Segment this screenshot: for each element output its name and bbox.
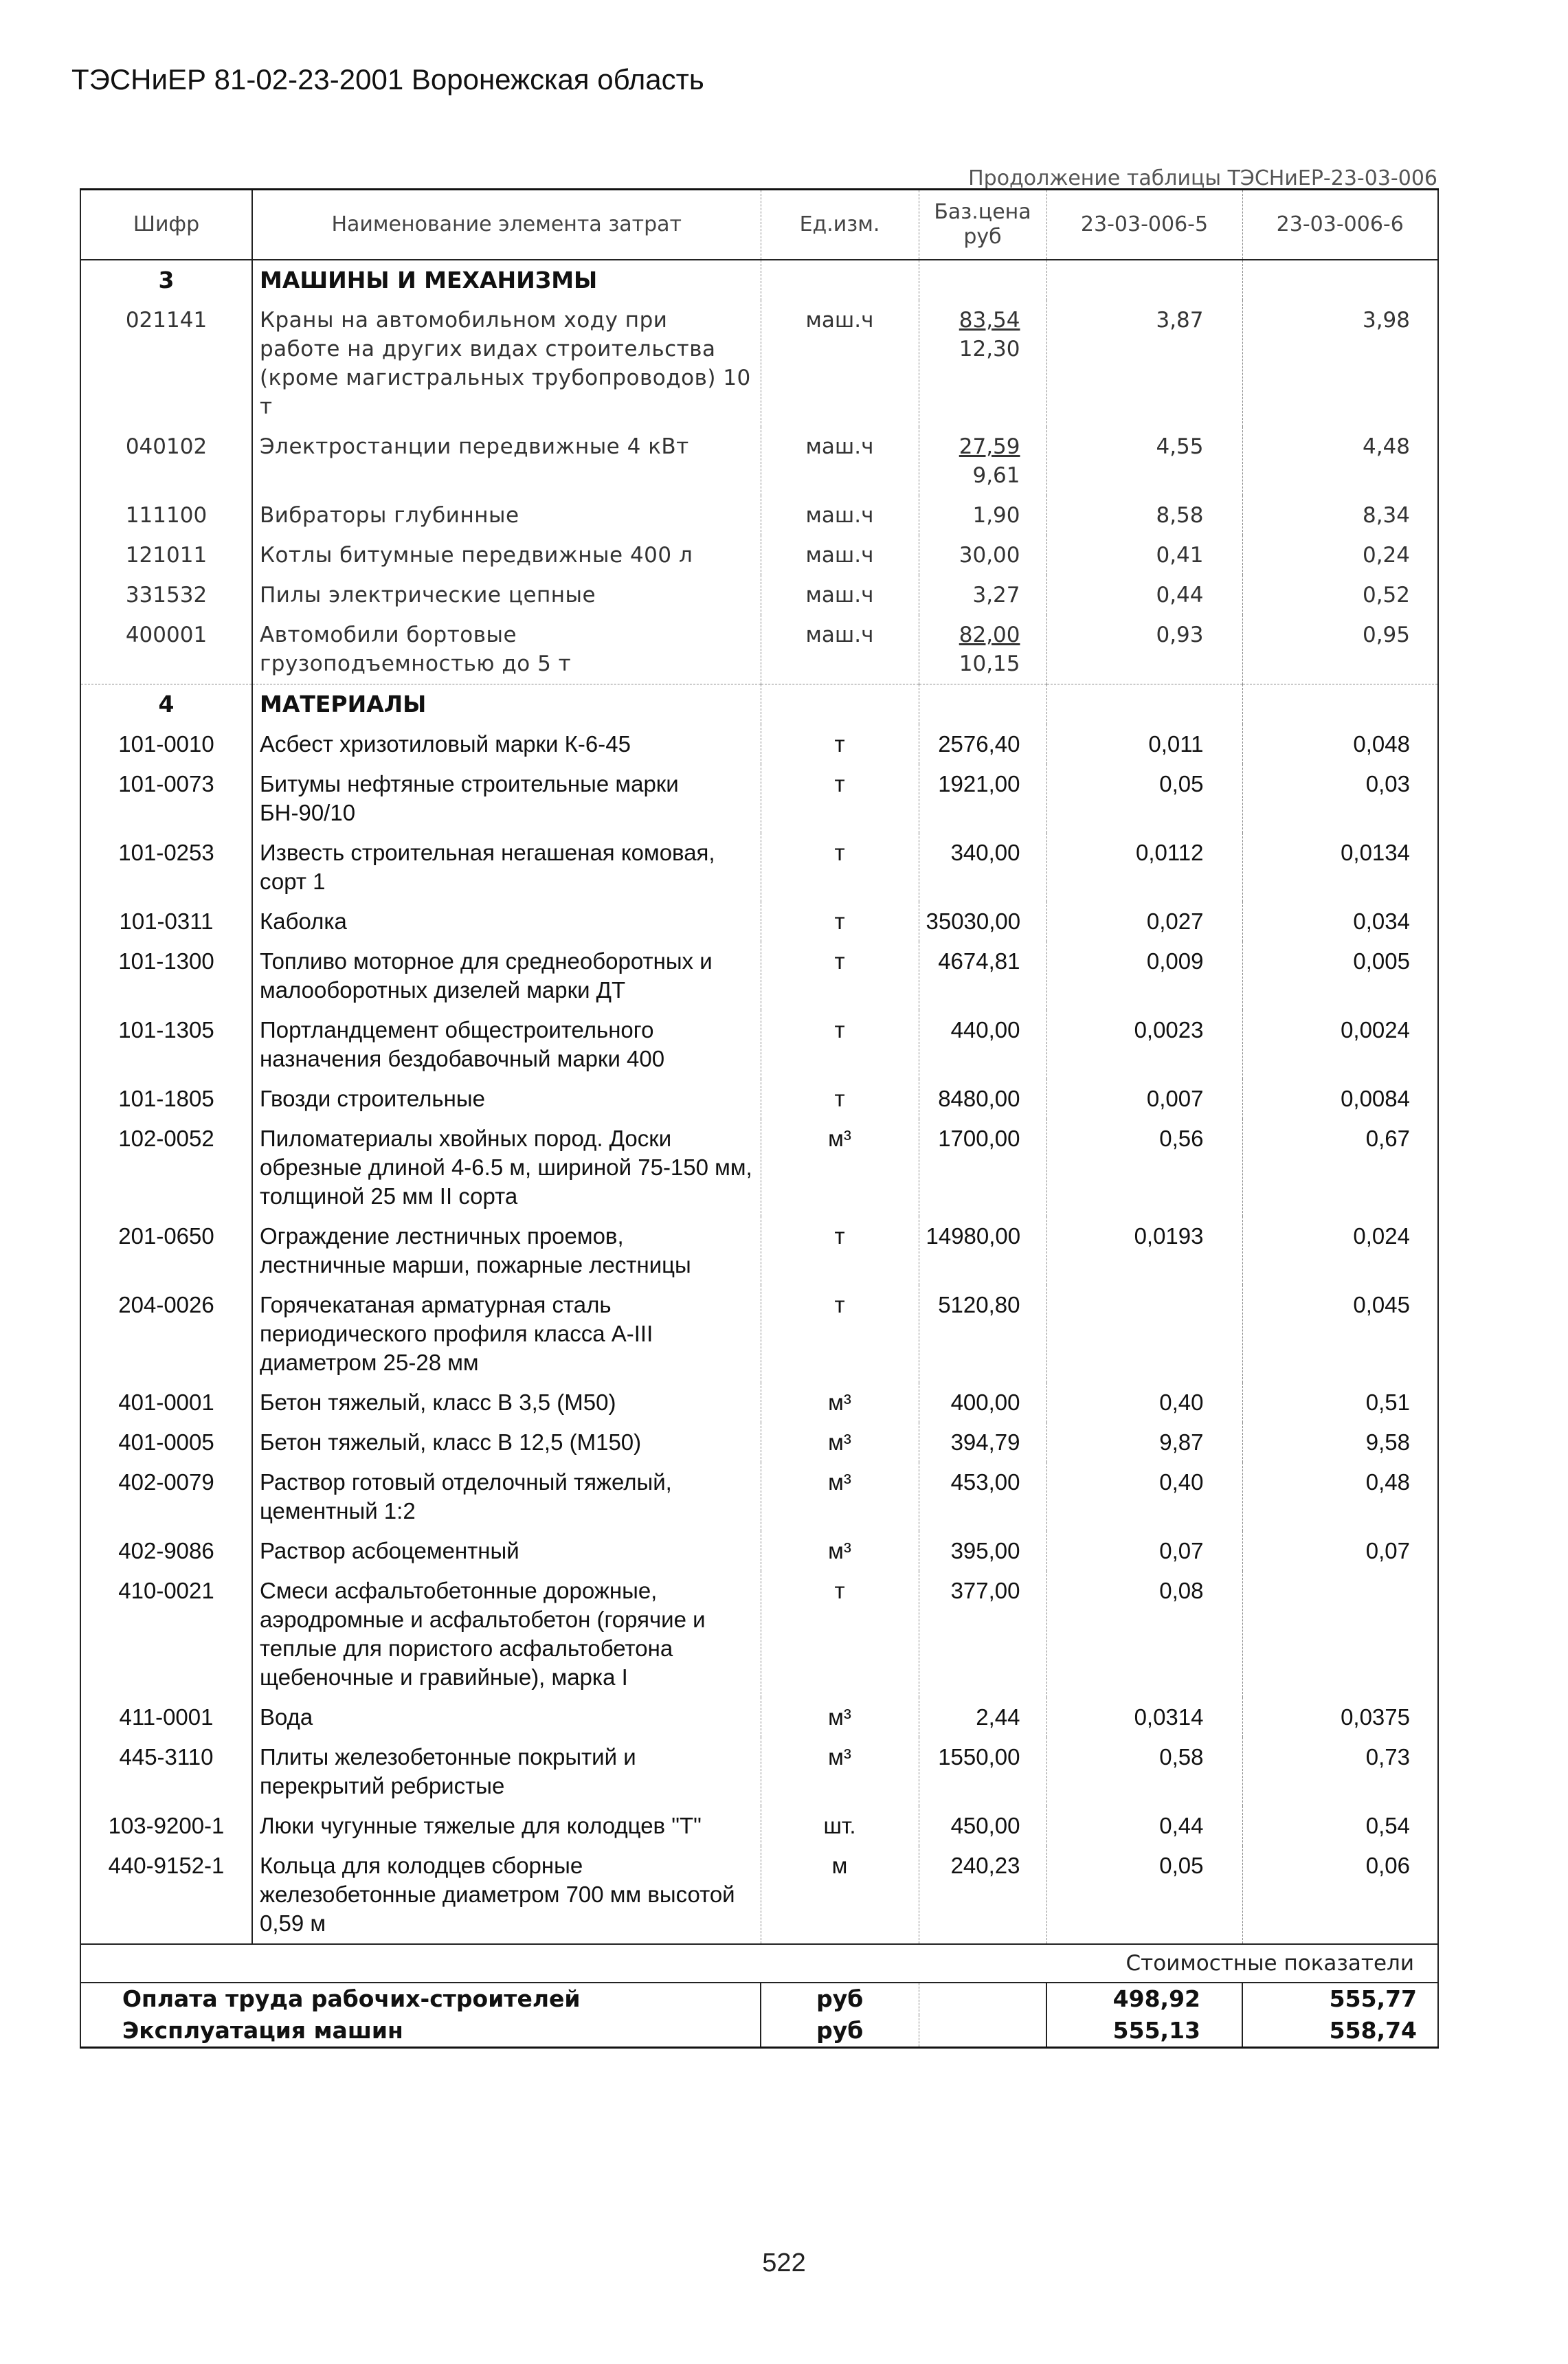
row-price-main: 1700,00 <box>938 1126 1020 1151</box>
row-price-main: 1,90 <box>972 503 1020 528</box>
row-value-v1: 0,07 <box>1046 1531 1242 1571</box>
row-code: 411-0001 <box>119 1704 214 1730</box>
row-price-main: 450,00 <box>950 1813 1020 1838</box>
row-value-v1: 0,009 <box>1046 941 1242 1010</box>
row-value-v2 <box>1242 1571 1438 1697</box>
row-code: 111100 <box>125 503 208 528</box>
section-row <box>80 684 1438 725</box>
row-value-v2: 0,54 <box>1242 1806 1438 1846</box>
row-name: Раствор асбоцементный <box>252 1531 761 1571</box>
summary-label: Эксплуатация машин <box>80 2015 761 2048</box>
row-price <box>919 300 1046 427</box>
row-price <box>919 1697 1046 1737</box>
row-value-v2: 0,06 <box>1242 1846 1438 1944</box>
row-name: Бетон тяжелый, класс В 3,5 (М50) <box>252 1383 761 1423</box>
row-code: 101-1300 <box>118 948 214 974</box>
row-price-main: 82,00 <box>959 623 1020 647</box>
row-value-v1: 0,0023 <box>1046 1010 1242 1079</box>
summary-v2: 558,74 <box>1242 2015 1438 2048</box>
row-value-v2: 3,98 <box>1242 300 1438 427</box>
row-name: Бетон тяжелый, класс В 12,5 (М150) <box>252 1423 761 1462</box>
row-unit: маш.ч <box>761 615 919 684</box>
section-number: 3 <box>158 267 175 293</box>
row-code: 101-1805 <box>118 1086 214 1111</box>
table-row <box>80 1737 1438 1806</box>
table-body <box>80 260 1438 1944</box>
row-code: 440-9152-1 <box>108 1853 225 1878</box>
row-value-v2: 0,024 <box>1242 1216 1438 1285</box>
summary-v1: 555,13 <box>1046 2015 1242 2048</box>
row-code: 101-1305 <box>118 1017 214 1042</box>
summary-row-machines <box>80 2015 1438 2048</box>
row-code: 445-3110 <box>119 1744 214 1770</box>
table-row <box>80 1531 1438 1571</box>
row-value-v1: 0,44 <box>1046 1806 1242 1846</box>
row-price <box>919 1571 1046 1697</box>
row-price-main: 35030,00 <box>926 908 1021 934</box>
document-header: ТЭСНиЕР 81-02-23-2001 Воронежская область <box>71 63 704 96</box>
row-value-v1: 9,87 <box>1046 1423 1242 1462</box>
row-value-v2: 4,48 <box>1242 427 1438 495</box>
row-value-v2: 0,67 <box>1242 1119 1438 1216</box>
section-number: 4 <box>80 684 252 725</box>
table-row <box>80 1119 1438 1216</box>
empty-cell <box>761 260 919 300</box>
section-title: МАТЕРИАЛЫ <box>252 684 761 725</box>
row-price-main: 394,79 <box>950 1429 1020 1455</box>
row-price-main: 2576,40 <box>938 731 1020 757</box>
row-value-v1: 8,58 <box>1046 495 1242 535</box>
row-unit: шт. <box>761 1806 919 1846</box>
row-code: 101-0311 <box>119 908 214 934</box>
row-value-v1: 0,011 <box>1046 724 1242 764</box>
row-unit: м³ <box>761 1119 919 1216</box>
row-price-main: 30,00 <box>959 543 1020 568</box>
empty-cell <box>761 684 919 725</box>
row-value-v2: 0,034 <box>1242 902 1438 941</box>
row-price <box>919 902 1046 941</box>
row-name: Автомобили бортовые грузоподъемностью до 5 т <box>252 615 761 684</box>
table-row <box>80 1383 1438 1423</box>
row-value-v1: 0,05 <box>1046 1846 1242 1944</box>
row-unit: маш.ч <box>761 300 919 427</box>
empty-cell <box>919 684 1046 725</box>
row-value-v1: 0,0112 <box>1046 833 1242 902</box>
row-value-v1: 0,56 <box>1046 1119 1242 1216</box>
row-unit: т <box>761 941 919 1010</box>
row-price <box>919 1216 1046 1285</box>
summary-unit: руб <box>761 2015 919 2048</box>
table-header-row <box>80 190 1438 260</box>
row-value-v2: 0,48 <box>1242 1462 1438 1531</box>
row-price <box>919 1423 1046 1462</box>
table-row <box>80 724 1438 764</box>
section-title: МАШИНЫ И МЕХАНИЗМЫ <box>252 260 761 300</box>
row-unit: т <box>761 1571 919 1697</box>
row-value-v2: 8,34 <box>1242 495 1438 535</box>
row-name: Каболка <box>252 902 761 941</box>
row-unit: маш.ч <box>761 495 919 535</box>
summary-v1: 498,92 <box>1046 1983 1242 2015</box>
row-code: 402-9086 <box>118 1538 214 1563</box>
summary-row-labor <box>80 1983 1438 2015</box>
col-header-v2: 23-03-006-6 <box>1242 190 1438 260</box>
row-value-v2: 0,52 <box>1242 575 1438 615</box>
row-price-main: 27,59 <box>959 434 1020 459</box>
row-value-v2: 0,048 <box>1242 724 1438 764</box>
empty-cell <box>1242 684 1438 725</box>
row-name: Краны на автомобильном ходу при работе на других видах строительства (кроме магистральных трубопроводов) 10 т <box>252 300 761 427</box>
row-price-main: 340,00 <box>950 840 1020 865</box>
table-row <box>80 1285 1438 1383</box>
row-price-main: 14980,00 <box>926 1223 1021 1249</box>
row-name: Топливо моторное для среднеоборотных и малооборотных дизелей марки ДТ <box>252 941 761 1010</box>
norms-table <box>80 188 1439 2049</box>
row-name: Плиты железобетонные покрытий и перекрытий ребристые <box>252 1737 761 1806</box>
table-row <box>80 1806 1438 1846</box>
row-price <box>919 427 1046 495</box>
row-unit: м³ <box>761 1697 919 1737</box>
row-unit: м³ <box>761 1737 919 1806</box>
row-price <box>919 535 1046 575</box>
row-value-v1: 0,027 <box>1046 902 1242 941</box>
row-code: 401-0001 <box>118 1390 214 1415</box>
row-value-v2: 0,03 <box>1242 764 1438 833</box>
row-unit: м <box>761 1846 919 1944</box>
row-price <box>919 941 1046 1010</box>
row-name: Битумы нефтяные строительные марки БН-90/10 <box>252 764 761 833</box>
col-header-v1: 23-03-006-5 <box>1046 190 1242 260</box>
row-price <box>919 1737 1046 1806</box>
row-price-main: 4674,81 <box>938 948 1020 974</box>
row-value-v2: 0,0084 <box>1242 1079 1438 1119</box>
summary-label: Оплата труда рабочих-строителей <box>122 1985 581 2012</box>
row-code: 402-0079 <box>118 1469 214 1495</box>
row-price <box>919 575 1046 615</box>
row-unit: т <box>761 1079 919 1119</box>
row-price <box>919 1285 1046 1383</box>
table-row <box>80 427 1438 495</box>
row-price-wages: 12,30 <box>959 337 1020 361</box>
table-row <box>80 1697 1438 1737</box>
row-name: Кольца для колодцев сборные железобетонные диаметром 700 мм высотой 0,59 м <box>252 1846 761 1944</box>
row-name: Вода <box>252 1697 761 1737</box>
summary-body <box>80 1944 1438 2048</box>
row-name: Котлы битумные передвижные 400 л <box>252 535 761 575</box>
row-unit: т <box>761 724 919 764</box>
row-name: Ограждение лестничных проемов, лестничные марши, пожарные лестницы <box>252 1216 761 1285</box>
row-name: Пилы электрические цепные <box>252 575 761 615</box>
row-name: Горячекатаная арматурная сталь периодического профиля класса А-III диаметром 25-28 мм <box>252 1285 761 1383</box>
row-price <box>919 1010 1046 1079</box>
row-value-v1: 0,44 <box>1046 575 1242 615</box>
row-name: Люки чугунные тяжелые для колодцев "Т" <box>252 1806 761 1846</box>
row-code: 021141 <box>125 308 208 333</box>
row-name: Раствор готовый отделочный тяжелый, цементный 1:2 <box>252 1462 761 1531</box>
summary-price <box>919 2015 1046 2048</box>
row-value-v2: 0,24 <box>1242 535 1438 575</box>
row-value-v1: 0,0314 <box>1046 1697 1242 1737</box>
row-price-main: 453,00 <box>950 1469 1020 1495</box>
table-row <box>80 575 1438 615</box>
row-code: 201-0650 <box>118 1223 214 1249</box>
row-price-main: 1550,00 <box>938 1744 1020 1770</box>
row-unit: м³ <box>761 1462 919 1531</box>
row-unit: маш.ч <box>761 575 919 615</box>
row-price <box>919 1531 1046 1571</box>
row-value-v2: 0,0134 <box>1242 833 1438 902</box>
table-continuation-label: Продолжение таблицы ТЭСНиЕР-23-03-006 <box>968 166 1437 190</box>
row-unit: т <box>761 902 919 941</box>
row-value-v1: 3,87 <box>1046 300 1242 427</box>
row-price-main: 395,00 <box>950 1538 1020 1563</box>
row-unit: т <box>761 1216 919 1285</box>
empty-cell <box>1046 684 1242 725</box>
row-price <box>919 1846 1046 1944</box>
table-row <box>80 1423 1438 1462</box>
table-row <box>80 535 1438 575</box>
table-row <box>80 1846 1438 1944</box>
row-name: Вибраторы глубинные <box>252 495 761 535</box>
row-price-main: 400,00 <box>950 1390 1020 1415</box>
table-row <box>80 1462 1438 1531</box>
col-header-name: Наименование элемента затрат <box>252 190 761 260</box>
row-code: 121011 <box>125 543 208 568</box>
empty-cell <box>1242 260 1438 300</box>
table-row <box>80 1571 1438 1697</box>
cost-header-row <box>80 1944 1438 1983</box>
row-value-v1: 0,08 <box>1046 1571 1242 1697</box>
row-unit: т <box>761 1010 919 1079</box>
empty-cell <box>919 260 1046 300</box>
row-name: Портландцемент общестроительного назначения бездобавочный марки 400 <box>252 1010 761 1079</box>
summary-v2: 555,77 <box>1242 1983 1438 2015</box>
col-header-code: Шифр <box>133 212 200 236</box>
row-name: Гвозди строительные <box>252 1079 761 1119</box>
row-code: 101-0010 <box>118 731 214 757</box>
summary-price <box>919 1983 1046 2015</box>
row-value-v1: 4,55 <box>1046 427 1242 495</box>
row-price <box>919 1383 1046 1423</box>
row-value-v2: 0,0375 <box>1242 1697 1438 1737</box>
row-value-v1: 0,40 <box>1046 1462 1242 1531</box>
row-value-v1: 0,007 <box>1046 1079 1242 1119</box>
row-name: Известь строительная негашеная комовая, сорт 1 <box>252 833 761 902</box>
row-value-v1: 0,05 <box>1046 764 1242 833</box>
row-price-main: 1921,00 <box>938 771 1020 796</box>
row-code: 400001 <box>125 623 208 647</box>
row-value-v2: 0,0024 <box>1242 1010 1438 1079</box>
row-price-main: 240,23 <box>950 1853 1020 1878</box>
row-unit: м³ <box>761 1531 919 1571</box>
table-row <box>80 902 1438 941</box>
row-value-v1: 0,40 <box>1046 1383 1242 1423</box>
row-value-v2: 0,07 <box>1242 1531 1438 1571</box>
row-price-main: 3,27 <box>972 583 1020 607</box>
section-row <box>80 260 1438 300</box>
row-code: 040102 <box>125 434 208 459</box>
cost-header-label: Стоимостные показатели <box>80 1944 1438 1983</box>
row-value-v2: 9,58 <box>1242 1423 1438 1462</box>
summary-unit: руб <box>761 1983 919 2015</box>
row-code: 204-0026 <box>118 1292 214 1317</box>
row-price <box>919 1806 1046 1846</box>
row-name: Пиломатериалы хвойных пород. Доски обрезные длиной 4-6.5 м, шириной 75-150 мм, толщиной 25 мм II сорта <box>252 1119 761 1216</box>
table-row <box>80 300 1438 427</box>
empty-cell <box>1046 260 1242 300</box>
row-unit: м³ <box>761 1423 919 1462</box>
col-header-price: Баз.цена руб <box>919 190 1046 260</box>
row-value-v2: 0,045 <box>1242 1285 1438 1383</box>
row-unit: маш.ч <box>761 535 919 575</box>
row-unit: т <box>761 764 919 833</box>
row-value-v2: 0,51 <box>1242 1383 1438 1423</box>
row-value-v1: 0,41 <box>1046 535 1242 575</box>
row-price-main: 83,54 <box>959 308 1020 333</box>
row-code: 401-0005 <box>118 1429 214 1455</box>
row-value-v1: 0,0193 <box>1046 1216 1242 1285</box>
row-price <box>919 764 1046 833</box>
row-price <box>919 724 1046 764</box>
row-name: Асбест хризотиловый марки К-6-45 <box>252 724 761 764</box>
row-code: 101-0253 <box>118 840 214 865</box>
row-value-v2: 0,005 <box>1242 941 1438 1010</box>
row-value-v2: 0,73 <box>1242 1737 1438 1806</box>
table-row <box>80 941 1438 1010</box>
row-price-main: 2,44 <box>976 1704 1020 1730</box>
row-unit: т <box>761 833 919 902</box>
row-price <box>919 1462 1046 1531</box>
row-price <box>919 833 1046 902</box>
row-price <box>919 1079 1046 1119</box>
row-price <box>919 615 1046 684</box>
table-row <box>80 1079 1438 1119</box>
row-name: Смеси асфальтобетонные дорожные, аэродромные и асфальтобетон (горячие и теплые для пористого асфальтобетона щебеночные и гравийные), марка I <box>252 1571 761 1697</box>
row-value-v2: 0,95 <box>1242 615 1438 684</box>
table-row <box>80 495 1438 535</box>
row-code: 410-0021 <box>118 1578 214 1603</box>
row-code: 101-0073 <box>118 771 214 796</box>
row-price-main: 440,00 <box>950 1017 1020 1042</box>
col-header-unit: Ед.изм. <box>761 190 919 260</box>
row-price-main: 5120,80 <box>938 1292 1020 1317</box>
row-price <box>919 495 1046 535</box>
row-value-v1: 0,58 <box>1046 1737 1242 1806</box>
row-name: Электростанции передвижные 4 кВт <box>252 427 761 495</box>
row-price-main: 377,00 <box>950 1578 1020 1603</box>
table-row <box>80 1010 1438 1079</box>
row-value-v1 <box>1046 1285 1242 1383</box>
row-price <box>919 1119 1046 1216</box>
page-number: 522 <box>762 2249 806 2277</box>
row-price-wages: 10,15 <box>959 651 1020 676</box>
table-row <box>80 1216 1438 1285</box>
table-row <box>80 764 1438 833</box>
row-code: 102-0052 <box>118 1126 214 1151</box>
row-code: 103-9200-1 <box>108 1813 225 1838</box>
row-price-main: 8480,00 <box>938 1086 1020 1111</box>
row-unit: т <box>761 1285 919 1383</box>
row-code: 331532 <box>125 583 208 607</box>
row-unit: м³ <box>761 1383 919 1423</box>
row-unit: маш.ч <box>761 427 919 495</box>
row-price-wages: 9,61 <box>972 463 1020 488</box>
row-value-v1: 0,93 <box>1046 615 1242 684</box>
table-row <box>80 615 1438 684</box>
table-row <box>80 833 1438 902</box>
